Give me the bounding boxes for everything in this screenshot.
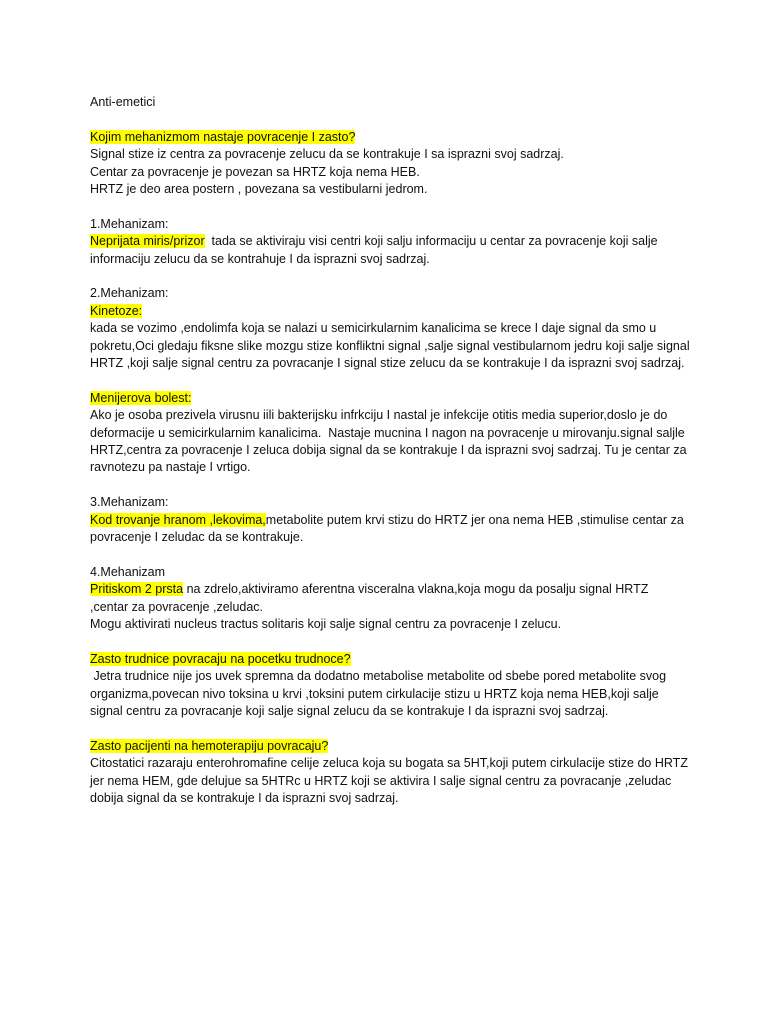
- highlighted-term: Kinetoze:: [90, 303, 143, 318]
- body-text: tada se aktiviraju visi centri koji salju informaciju u centar za povracenje koji salje informaciju zelucu da se kontrahuje I da isprazni svoj sadrzaj.: [90, 234, 662, 266]
- section-mechanism-2: [90, 285, 690, 372]
- section-mechanism-4: [90, 564, 690, 634]
- mechanism-heading: 1.Mehanizam:: [90, 216, 169, 231]
- highlighted-question: Zasto pacijenti na hemoterapiju povracaju?: [90, 738, 329, 753]
- mechanism-body: [90, 233, 690, 268]
- mechanism-body: [90, 512, 690, 547]
- section-chemotherapy: [90, 738, 695, 808]
- body-text: kada se vozimo ,endolimfa koja se nalazi u semicirkularnim kanalicima se krece I daje signal da smo u pokretu,Oci gledaju fiksne slike mozgu stize konfliktni signal ,salje signal vestibularnom jedru koji salje signal HRTZ ,koji salje signal centru za povracanje I signal stize zelucu da se kontrakuje I da isprazni svoj sadrzaj.: [90, 321, 690, 371]
- mechanism-body: [90, 581, 690, 616]
- mechanism-heading: 2.Mehanizam:: [90, 286, 169, 301]
- highlighted-term: Neprijata miris/prizor: [90, 234, 205, 249]
- highlighted-term: Kod trovanje hranom ,lekovima,: [90, 512, 266, 527]
- body-text: metabolite putem krvi stizu do HRTZ jer ona nema HEB ,stimulise centar za povracenje I zeludac da se kontrakuje.: [90, 512, 684, 545]
- section-mechanism-3: [90, 494, 690, 546]
- section-pregnancy: [90, 651, 690, 721]
- document-page: [90, 94, 695, 808]
- body-line: HRTZ je deo area postern , povezana sa vestibularni jedrom.: [90, 182, 428, 197]
- section-mechanism-question: [90, 129, 690, 199]
- section-mechanism-1: [90, 216, 690, 268]
- mechanism-heading: 4.Mehanizam: [90, 564, 166, 579]
- body-line: Mogu aktivirati nucleus tractus solitaris koji salje signal centru za povracenje I zelucu.: [90, 617, 562, 632]
- body-line: Centar za povracenje je povezan sa HRTZ koja nema HEB.: [90, 164, 420, 179]
- body-line: Signal stize iz centra za povracenje zelucu da se kontrakuje I sa isprazni svoj sadrzaj.: [90, 147, 564, 162]
- highlighted-question: Zasto trudnice povracaju na pocetku trudnoce?: [90, 651, 351, 666]
- body-text: Citostatici razaraju enterohromafine celije zeluca koja su bogata sa 5HT,koji putem cirkulacije stize do HRTZ jer nema HEM, gde delujue sa 5HTRc u HRTZ koji se aktivira I salje signal centru za povracanje ,zeludac dobija signal da se kontrakuje I da isprazni svoj sadrzaj.: [90, 756, 695, 806]
- mechanism-heading: 3.Mehanizam:: [90, 495, 169, 510]
- section-meniere: [90, 390, 690, 477]
- highlighted-term: Pritiskom 2 prsta: [90, 582, 184, 597]
- body-text: Jetra trudnice nije jos uvek spremna da dodatno metabolise metabolite od sbebe pored metabolite svog organizma,povecan nivo toksina u krvi ,toksini putem cirkulacije stizu u HRTZ koja nema HEB,koji salje signal centru za povracanje koji salje signal zelucu da se kontrakuje I da isprazni svoj sadrzaj.: [90, 669, 670, 719]
- highlighted-question: Kojim mehanizmom nastaje povracenje I zasto?: [90, 129, 356, 144]
- body-text: na zdrelo,aktiviramo aferentna visceralna vlakna,koja mogu da posalju signal HRTZ ,centar za povracenje ,zeludac.: [90, 582, 652, 614]
- highlighted-term: Menijerova bolest:: [90, 390, 192, 405]
- body-text: Ako je osoba prezivela virusnu iili bakterijsku infrkciju I nastal je infekcije otitis media superior,doslo je do deformacije u semicirkularnim kanalicima. Nastaje mucnina I nagon na povracenje u mirovanju.signal saljle HRTZ,centra za povracenje I zeluca dobija signal da se kontrakuje I da isprazni svoj sadrzaj. Tu je centar za ravnotezu pa nastaje I vrtigo.: [90, 408, 691, 475]
- document-title: Anti-emetici: [90, 95, 156, 109]
